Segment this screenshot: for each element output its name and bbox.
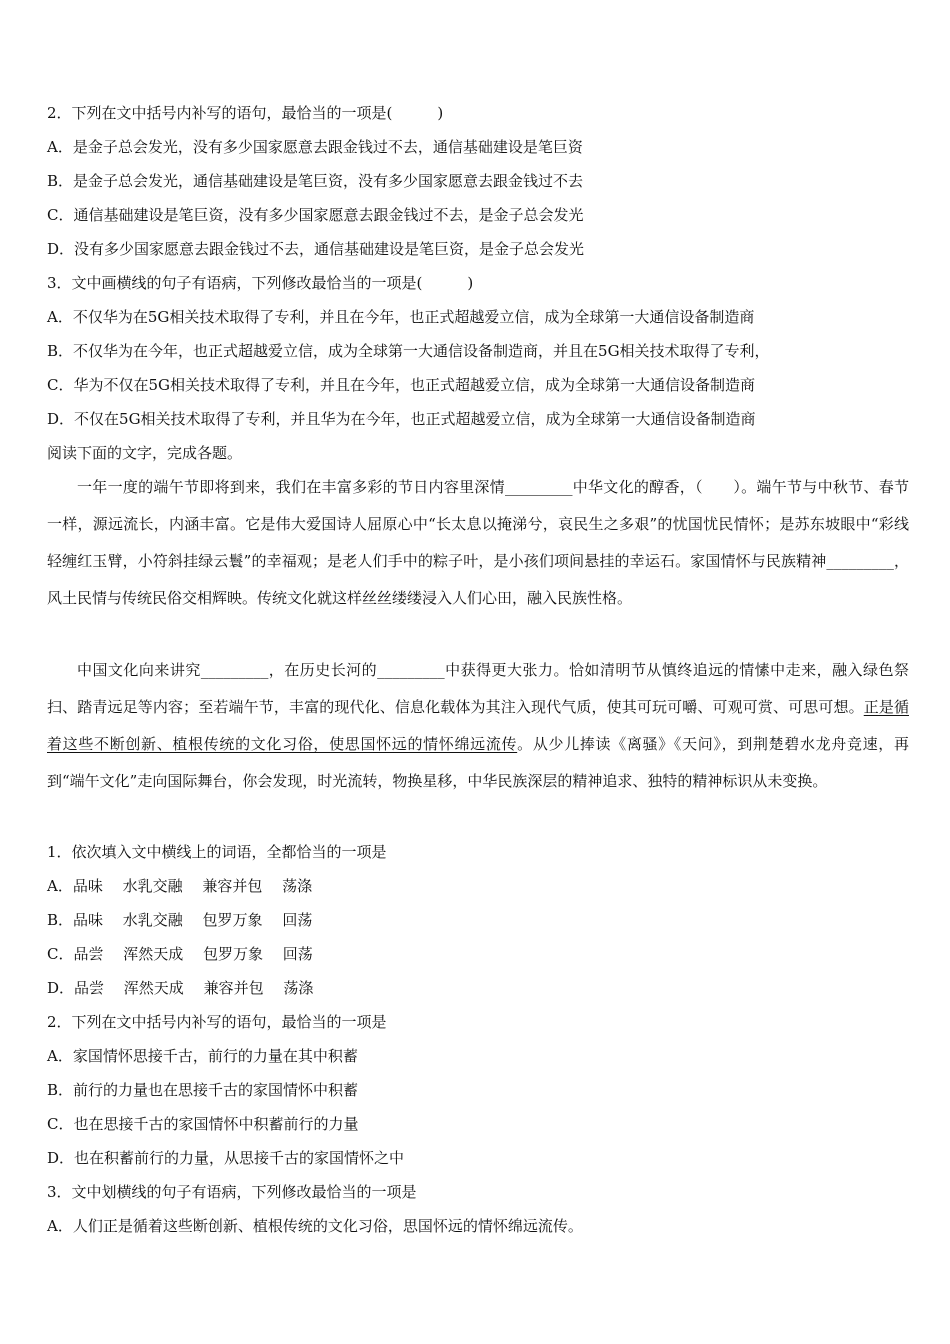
option-d: D．不仅在5G相关技术取得了专利，并且华为在今年，也正式超越爱立信，成为全球第一大通信设备制造商: [47, 410, 756, 428]
option-a: A．家国情怀思接千古，前行的力量在其中积蓄: [47, 1047, 358, 1065]
option-a: A．是金子总会发光，没有多少国家愿意去跟金钱过不去，通信基础建设是笔巨资: [47, 138, 583, 156]
question-2-stem: 2．下列在文中括号内补写的语句，最恰当的一项是: [47, 1013, 387, 1031]
option-d: D．没有多少国家愿意去跟金钱过不去，通信基础建设是笔巨资，是金子总会发光: [47, 240, 585, 258]
question-1-stem: 1．依次填入文中横线上的词语，全都恰当的一项是: [47, 843, 387, 861]
passage-paragraph-2: [47, 652, 909, 800]
option-a: A．不仅华为在5G相关技术取得了专利，并且在今年，也正式超越爱立信，成为全球第一大通信设备制造商: [47, 308, 755, 326]
paragraph-text: 。从少儿捧读《离骚》《天问》，到荆楚碧水龙舟竞速，再到“端午文化”走向国际舞台，你会发现，时光流转，物换星移，中华民族深层的精神追求、独特的精神标识从未变换。: [47, 735, 909, 790]
option-a: A．人们正是循着这些断创新、植根传统的文化习俗，思国怀远的情怀绵远流传。: [47, 1217, 583, 1235]
option-d: D．也在积蓄前行的力量，从思接千古的家国情怀之中: [47, 1149, 405, 1167]
reading-instruction: 阅读下面的文字，完成各题。: [47, 444, 243, 462]
option-c: C．通信基础建设是笔巨资，没有多少国家愿意去跟金钱过不去，是金子总会发光: [47, 206, 584, 224]
option-d: D．品尝 浑然天成 兼容并包 荡涤: [47, 979, 314, 997]
underlined-sentence: 正是循着这些不断创新、植根传统的文化习俗，使思国怀远的情怀绵远流传: [47, 698, 909, 753]
option-b: B．不仅华为在今年，也正式超越爱立信，成为全球第一大通信设备制造商，并且在5G相关技术取得了专利，: [47, 342, 770, 360]
option-c: C．华为不仅在5G相关技术取得了专利，并且在今年，也正式超越爱立信，成为全球第一大通信设备制造商: [47, 376, 756, 394]
paragraph-text: 中国文化向来讲究_________，在历史长河的_________中获得更大张力。恰如清明节从慎终追远的情愫中走来，融入绿色祭扫、踏青远足等内容；至若端午节，丰富的现代化、信息化载体为其注入现代气质，使其可玩可嚼、可观可赏、可思可想。: [47, 661, 909, 716]
question-2-stem: 2．下列在文中括号内补写的语句，最恰当的一项是( ): [47, 104, 444, 122]
option-a: A．品味 水乳交融 兼容并包 荡涤: [47, 877, 313, 895]
option-b: B．前行的力量也在思接千古的家国情怀中积蓄: [47, 1081, 359, 1099]
passage-paragraph-1: 一年一度的端午节即将到来，我们在丰富多彩的节日内容里深情_________中华文化的醇香，（ ）。端午节与中秋节、春节一样，源远流长，内涵丰富。它是伟大爱国诗人屈原心中“长太息以掩涕兮，哀民生之多艰”的忧国忧民情怀；是苏东坡眼中“彩线轻缠红玉臂，小符斜挂绿云鬟”的幸福观；是老人们手中的粽子叶，是小孩们项间悬挂的幸运石。家国情怀与民族精神_________，风土民情与传统民俗交相辉映。传统文化就这样丝丝缕缕浸入人们心田，融入民族性格。: [47, 478, 909, 607]
option-b: B．品味 水乳交融 包罗万象 回荡: [47, 911, 313, 929]
option-c: C．品尝 浑然天成 包罗万象 回荡: [47, 945, 313, 963]
option-b: B．是金子总会发光，通信基础建设是笔巨资，没有多少国家愿意去跟金钱过不去: [47, 172, 584, 190]
question-3-stem: 3．文中划横线的句子有语病，下列修改最恰当的一项是: [47, 1183, 417, 1201]
option-c: C．也在思接千古的家国情怀中积蓄前行的力量: [47, 1115, 359, 1133]
question-3-stem: 3．文中画横线的句子有语病，下列修改最恰当的一项是( ): [47, 274, 474, 292]
